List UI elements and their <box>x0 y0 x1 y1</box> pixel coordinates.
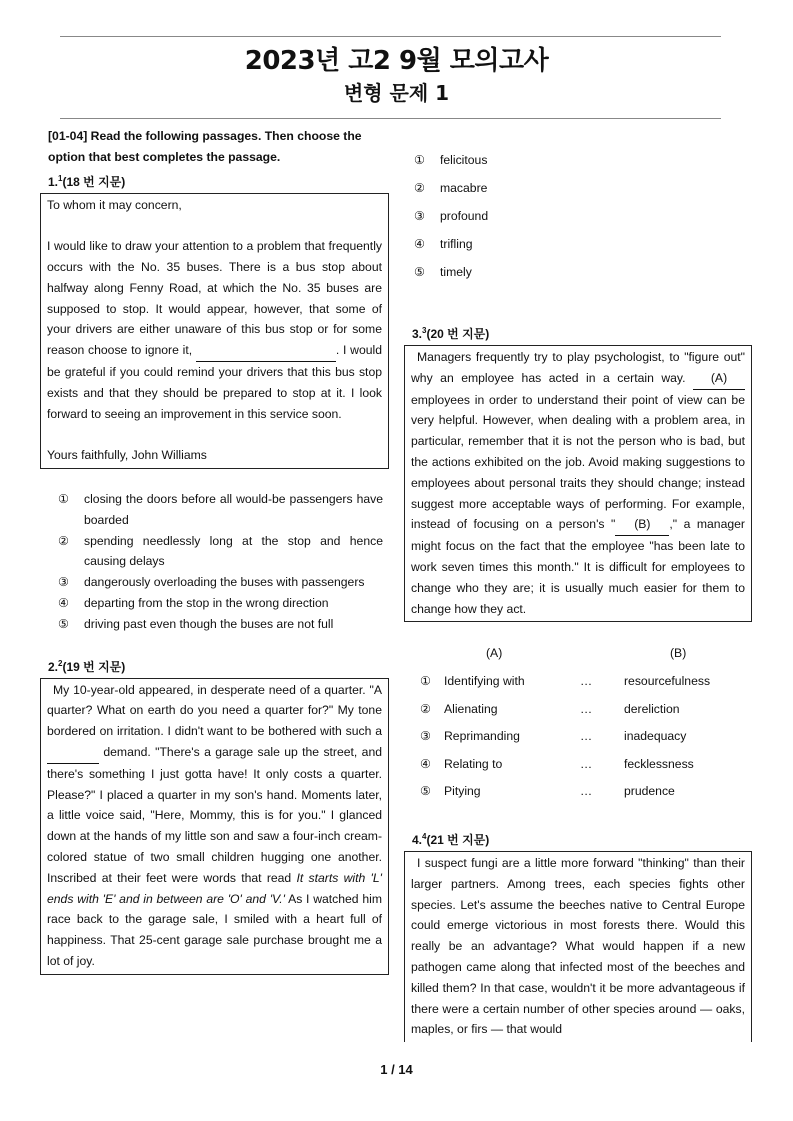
q3-col-b: (B) <box>670 646 687 661</box>
q1-options <box>40 489 389 635</box>
instruction: [01-04] Read the following passages. Then choose the option that best completes the passage. <box>48 129 362 164</box>
q2-option[interactable]: ① felicitous <box>414 153 488 167</box>
page-title: 2023년 고2 9월 모의고사 <box>244 46 549 76</box>
right-column <box>404 146 752 1042</box>
q1-heading: 1.$^1$(18 번 지문) <box>48 173 126 189</box>
q3-option[interactable]: ⑤ Pitying … prudence <box>420 784 675 799</box>
q2-inscription: It starts with 'L' ends with 'E' and in between are 'O' and 'V.' <box>47 870 382 906</box>
q3-option[interactable]: ④ Relating to … fecklessness <box>420 756 694 771</box>
q1-option[interactable]: ① closing the doors before all would-be passengers have boarded <box>58 491 383 527</box>
q1-option[interactable]: ② spending needlessly long at the stop and hence causing delays <box>58 533 383 569</box>
q4-heading: 4.$^4$(21 번 지문) <box>412 831 490 847</box>
q3-heading: 3.$^3$(20 번 지문) <box>412 326 490 341</box>
q3-option[interactable]: ② Alienating … dereliction <box>420 701 680 716</box>
q3-passage-box: Managers frequently try to play psychologist, to "figure out" why an employee has acted in a certain way. (A) employees in order to understand their point of view can be very helpful. However, when dealing with a problem area, in particular, remember that it is not the person who is bad, but the actions exhibited on the job. Avoid making suggestions to employees about personal traits they should change; instead suggest more acceptable ways of performing. For example, instead of focusing on a person's " (B) ," a manager might focus on the fact that the employee "has been late to work seven times this month." It is difficult for employees to change who they are; it is usually much easier for them to change how they act. <box>404 345 752 622</box>
q2-option[interactable]: ③ profound <box>414 209 489 223</box>
q1-greeting: To whom it may concern, <box>47 197 182 212</box>
q1-body: I would like to draw your attention to a problem that frequently occurs with the No. 35 buses. There is a bus stop about halfway along Fenny Road, at which the No. 35 buses are supposed to stop. It would appear, however, that some of your drivers are either unaware of this bus stop or for some reason choose to ignore it, . I would be grateful if you could remind your drivers that this bus stop exists and that they should be prepared to stop at it. I look forward to seeing an improvement in this service soon. <box>47 239 382 421</box>
q2-options <box>404 146 752 286</box>
left-column <box>40 126 389 975</box>
q1-blank <box>196 340 336 362</box>
header-rule <box>60 118 721 119</box>
q1-passage-box <box>40 193 389 469</box>
q2-passage-box: My 10-year-old appeared, in desperate need of a quarter. "A quarter? What on earth do you need a quarter for?" My tone bordered on irritation. I didn't want to be bothered with such a demand. "There's a garage sale up the street, and there's something I just gotta have! It only costs a quarter. Please?" I placed a quarter in my son's hand. Moments later, a little voice said, "Here, Mommy, this is for you." I glanced down at the hands of my little son and saw a four-inch cream-colored statue of two small children hugging one another. Inscribed at their feet were words that read It starts with 'L' ends with 'E' and in between are 'O' and 'V.' As I watched him race back to the garage sale, I smiled with a heart full of happiness. That 25-cent garage sale purchase brought me a lot of joy. <box>40 678 389 975</box>
page-number: 1 / 14 <box>380 1062 413 1077</box>
q3-table-header <box>404 640 752 668</box>
q2-option[interactable]: ② macabre <box>414 181 488 195</box>
q1-option[interactable]: ⑤ driving past even though the buses are not full <box>58 616 334 631</box>
q2-blank <box>47 742 99 764</box>
q2-heading: 2.$^2$(19 번 지문) <box>48 658 126 674</box>
q3-blank-a: (A) <box>693 368 745 390</box>
q2-option[interactable]: ⑤ timely <box>414 265 472 279</box>
q3-option[interactable]: ① Identifying with … resourcefulness <box>420 673 711 688</box>
q4-passage-box: I suspect fungi are a little more forward "thinking" than their larger partners. Among trees, each species fights other species. Let's assume the beeches native to Central Europe could emerge victorious in most forests there. Would this really be an advantage? What would happen if a new pathogen came along that infected most of the beeches and killed them? In that case, wouldn't it be more advantageous if there were a certain number of other species around — oaks, maples, or firs — that would <box>404 851 752 1042</box>
q3-blank-b: (B) <box>615 514 669 536</box>
q1-option[interactable]: ④ departing from the stop in the wrong direction <box>58 595 329 610</box>
page-subtitle: 변형 문제 1 <box>343 81 450 105</box>
q3-answer-table <box>404 640 752 806</box>
top-rule <box>60 36 721 37</box>
q3-option[interactable]: ③ Reprimanding … inadequacy <box>420 729 687 744</box>
q3-col-a: (A) <box>486 646 503 661</box>
q1-option[interactable]: ③ dangerously overloading the buses with passengers <box>58 575 365 590</box>
q2-option[interactable]: ④ trifling <box>414 237 473 251</box>
q1-closing: Yours faithfully, John Williams <box>47 448 207 463</box>
